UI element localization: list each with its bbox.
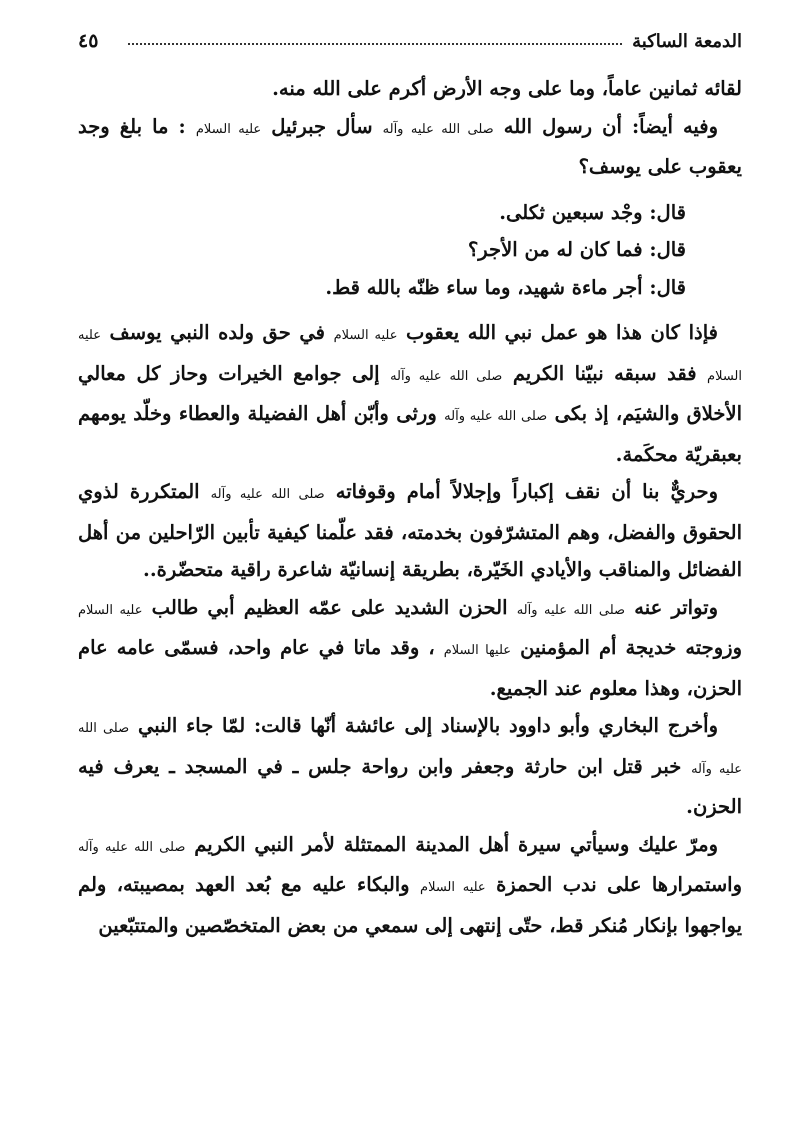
page-number: ٤٥: [78, 30, 99, 52]
page-header: [78, 28, 742, 54]
paragraph-3: فإذا كان هذا هو عمل نبي الله يعقوب عليه السلام في حق ولده النبي يوسف عليه السلام فقد سبقه نبيّنا الكريم صلى الله عليه وآله إلى جوامع الخيرات وحاز كل معالي الأخلاق والشيَم، إذ بكى صلى الله عليه وآله ورثى وأبّن أهل الفضيلة والعطاء وخلّد يومهم بعبقريّة محكَمة.: [78, 321, 742, 466]
paragraph-4: وحريٌّ بنا أن نقف إكباراً وإجلالاً أمام وقوفاته صلى الله عليه وآله المتكررة لذوي الحقوق والفضل، وهم المتشرّفون بخدمته، فقد علّمنا كيفية تأبين الرّاحلين من أهل الفضائل والمناقب والأيادي الخَيّرة، بطريقة إنسانيّة شاعرة راقية متحضّرة..: [78, 480, 743, 581]
paragraph-5: وتواتر عنه صلى الله عليه وآله الحزن الشديد على عمّه العظيم أبي طالب عليه السلام وزوجته خديجة أم المؤمنين عليها السلام ، وقد ماتا في عام واحد، فسمّى عامه عام الحزن، وهذا معلوم عند الجميع.: [78, 595, 742, 700]
paragraph-2: وفيه أيضاً: أن رسول الله صلى الله عليه وآله سأل جبرئيل عليه السلام : ما بلغ وجد يعقوب على يوسف؟: [78, 114, 742, 178]
honorific-saww: صلى الله عليه وآله: [390, 368, 503, 384]
paragraph-1: لقائه ثمانين عاماً، وما على وجه الأرض أكرم على الله منه.: [272, 77, 742, 100]
honorific-saww: صلى الله عليه وآله: [78, 721, 743, 777]
honorific-as: عليه السلام: [333, 328, 398, 343]
dialogue-line-3: قال: أجر ماءة شهيد، وما ساء ظنّه بالله قط.: [325, 275, 686, 299]
dialogue-line-2: قال: فما كان له من الأجر؟: [467, 238, 686, 261]
honorific-as: عليه السلام: [420, 880, 486, 895]
body-text: [78, 70, 742, 944]
honorific-saww: صلى الله عليه وآله: [78, 839, 186, 855]
honorific-saww: صلى الله عليه وآله: [210, 487, 325, 502]
honorific-saww: صلى الله عليه وآله: [382, 121, 494, 137]
paragraph-6: وأخرج البخاري وأبو داوود بالإسناد إلى عائشة أنّها قالت: لمّا جاء النبي صلى الله عليه وآله خبر قتل ابن حارثة وجعفر وابن رواحة جلس ـ في المسجد ـ يعرف فيه الحزن.: [78, 714, 743, 818]
paragraph-7: ومرّ عليك وسيأتي سيرة أهل المدينة الممتثلة لأمر النبي الكريم صلى الله عليه وآله واستمرارها على ندب الحمزة عليه السلام والبكاء عليه مع بُعد العهد بمصيبته، ولم يواجهوا بإنكار مُنكر قط، حتّى إنتهى إلى سمعي من بعض المتخصّصين والمتتبّعين: [78, 832, 743, 937]
honorific-aha: عليها السلام: [443, 643, 512, 658]
honorific-as: عليه السلام: [78, 328, 742, 384]
honorific-as: عليه السلام: [78, 602, 143, 618]
running-title: الدمعة الساكبة: [632, 30, 742, 52]
header-dotted-leader: [128, 43, 622, 45]
honorific-saww: صلى الله عليه وآله: [516, 602, 626, 618]
honorific-saww: صلى الله عليه وآله: [444, 409, 548, 424]
honorific-as: عليه السلام: [195, 121, 262, 137]
dialogue-line-1: قال: وجْد سبعين ثكلى.: [499, 200, 686, 224]
